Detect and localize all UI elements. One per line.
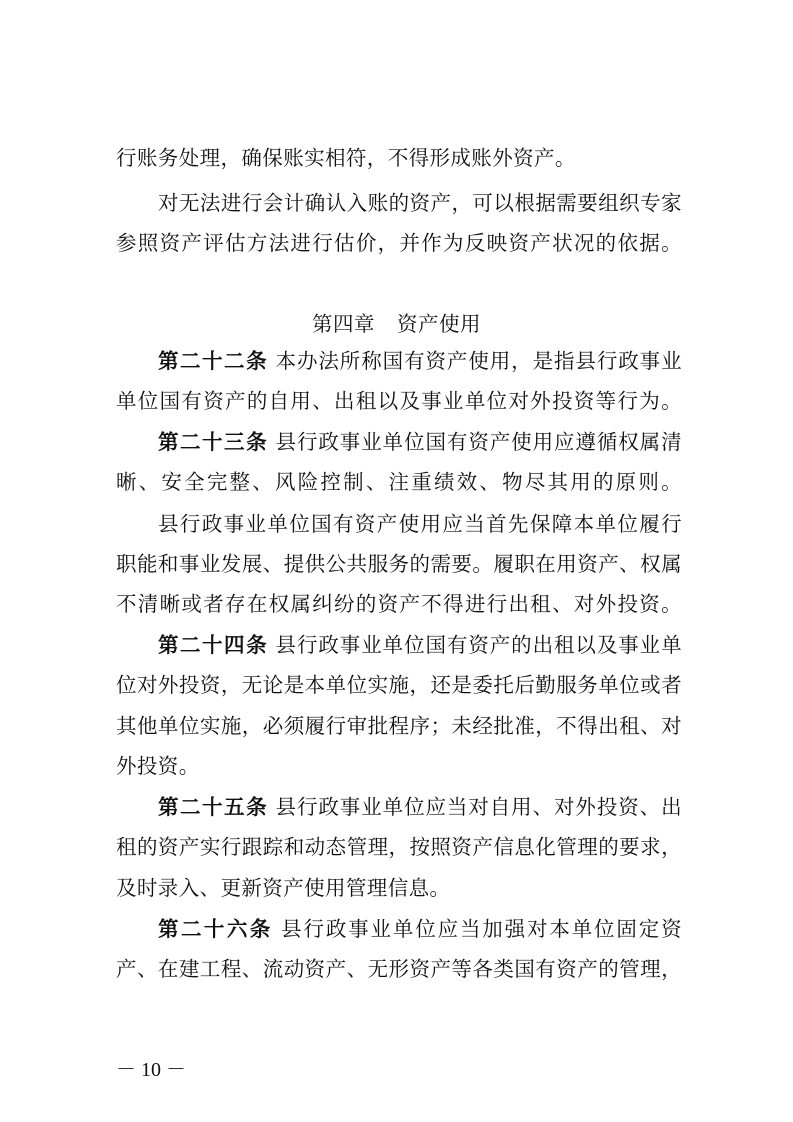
paragraph-line: 行账务处理，确保账实相符，不得形成账外资产。 — [116, 146, 576, 170]
paragraph-line: 职能和事业发展、提供公共服务的需要。履职在用资产、权属 — [116, 552, 682, 576]
chapter-heading — [0, 312, 793, 336]
paragraph-line: 产、在建工程、流动资产、无形资产等各类国有资产的管理， — [116, 957, 682, 981]
article-text: 本办法所称国有资产使用，是指县行政事业 — [275, 349, 682, 373]
article-24-first-line — [158, 633, 682, 657]
article-label: 第二十四条 — [158, 633, 269, 657]
article-25-first-line — [158, 795, 682, 819]
article-label: 第二十三条 — [158, 430, 269, 454]
paragraph-line: 租的资产实行跟踪和动态管理，按照资产信息化管理的要求， — [116, 835, 682, 859]
paragraph-line: 外投资。 — [116, 754, 200, 778]
article-label: 第二十五条 — [158, 795, 269, 819]
article-text: 县行政事业单位应当对自用、对外投资、出 — [275, 795, 682, 819]
paragraph-line: 对无法进行会计确认入账的资产，可以根据需要组织专家 — [158, 191, 682, 215]
paragraph-line: 位对外投资，无论是本单位实施，还是委托后勤服务单位或者 — [116, 673, 682, 697]
paragraph-line: 晰、安全完整、风险控制、注重绩效、物尽其用的原则。 — [116, 470, 682, 494]
paragraph-line: 其他单位实施，必须履行审批程序；未经批准，不得出租、对 — [116, 714, 682, 738]
article-26-first-line — [158, 917, 682, 941]
article-text: 县行政事业单位国有资产使用应遵循权属清 — [275, 430, 682, 454]
paragraph-line: 单位国有资产的自用、出租以及事业单位对外投资等行为。 — [116, 389, 682, 413]
article-text: 县行政事业单位应当加强对本单位固定资 — [281, 917, 683, 941]
paragraph-line: 及时录入、更新资产使用管理信息。 — [116, 876, 451, 900]
paragraph-line: 参照资产评估方法进行估价，并作为反映资产状况的依据。 — [116, 231, 682, 255]
article-label: 第二十二条 — [158, 349, 269, 373]
chapter-number: 第四章 — [312, 312, 375, 336]
page-number: － 10 － — [116, 1059, 186, 1081]
paragraph-line: 县行政事业单位国有资产使用应当首先保障本单位履行 — [158, 512, 682, 536]
article-23-first-line — [158, 430, 682, 454]
chapter-title: 资产使用 — [397, 312, 481, 336]
article-22-first-line — [158, 349, 682, 373]
paragraph-line: 不清晰或者存在权属纠纷的资产不得进行出租、对外投资。 — [116, 592, 682, 616]
article-text: 县行政事业单位国有资产的出租以及事业单 — [275, 633, 682, 657]
article-label: 第二十六条 — [158, 917, 273, 941]
